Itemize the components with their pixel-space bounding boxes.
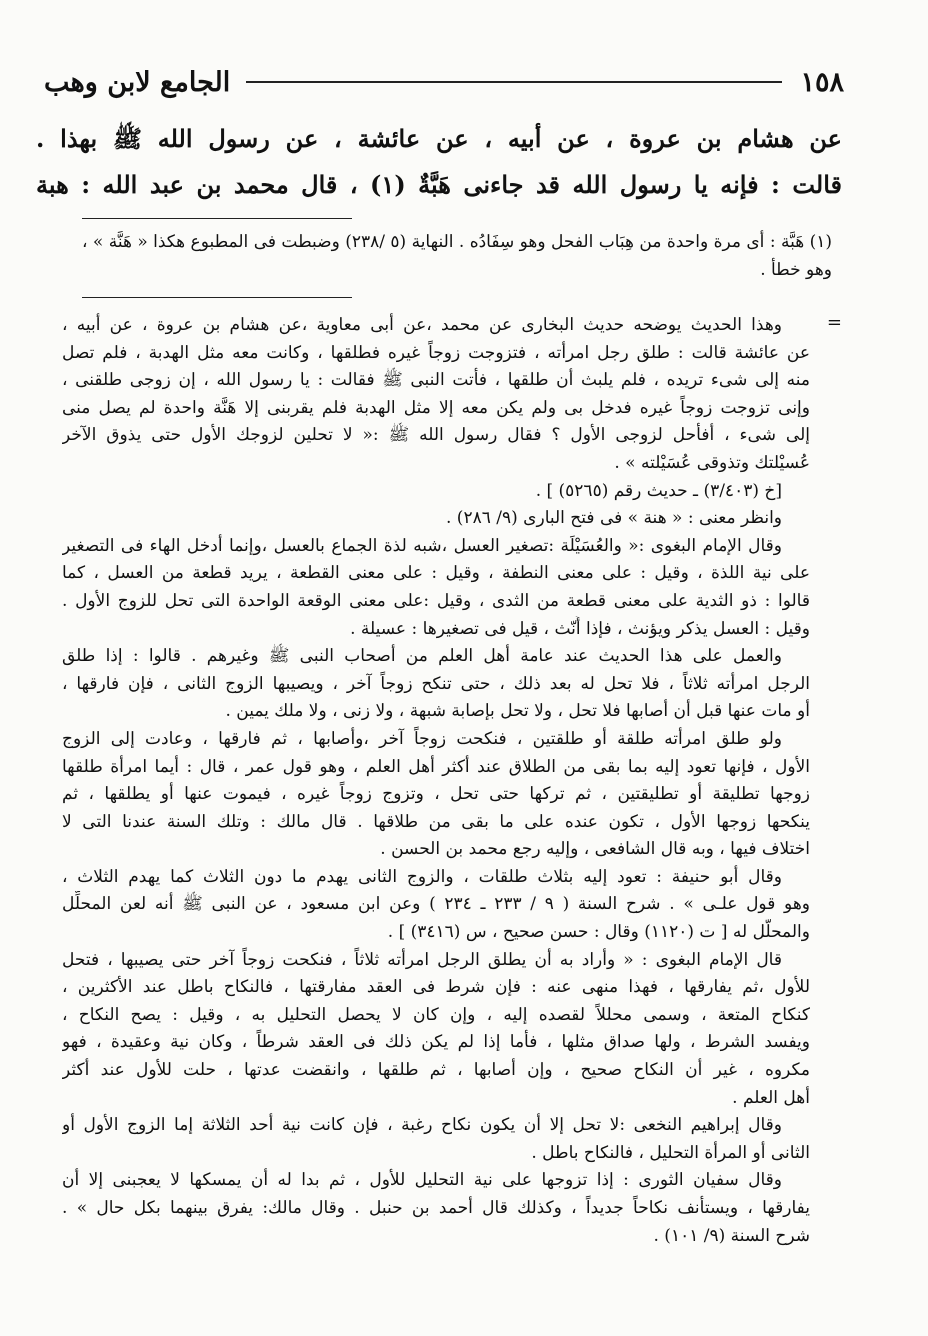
main-text-line: قالت : فإنه يا رسول الله قد جاءنى هَبَّةٌ (١) ، قال محمد بن عبد الله : هبة	[36, 170, 842, 199]
commentary-line: الأول ، فإنها تعود إليه بما بقى من الطلاق عند أكثر أهل العلم ، وهو قول عمر ، قال : أيما امرأة طلقها	[62, 756, 810, 777]
commentary-line: منه إلى شىء تريده ، فلم يلبث أن طلقها ، فأتت النبى ﷺ فقالت : يا رسول الله ، إن زوجى طلقنى ،	[62, 370, 810, 391]
commentary-line: وهو قول علـى » . شرح السنة ( ٩ / ٢٣٣ ـ ٢٣٤ ) وعن ابن مسعود ، عن النبى ﷺ أنه لعن المحلِّل	[62, 894, 810, 915]
commentary-line: وهذا الحديث يوضحه حديث البخارى عن محمد ،عن أبى معاوية ،عن هشام بن عروة ، عن أبيه ،	[62, 315, 782, 335]
main-text-line: عن هشام بن عروة ، عن أبيه ، عن عائشة ، عن رسول الله ﷺ بهذا .	[36, 124, 842, 153]
commentary	[62, 312, 810, 1250]
commentary-line: وقال أبو حنيفة : تعود إليه بثلاث طلقات ، والزوج الثانى يهدم ما دون الثلاث كما يهدم الثلاث ،	[62, 866, 782, 887]
header-rule	[246, 81, 782, 83]
commentary-line: وقال سفيان الثورى : إذا تزوجها على نية التحليل للأول ، ثم بدا له أن يمسكها لا يعجبنى إلا أن	[62, 1170, 782, 1191]
commentary-line: الرجل امرأته ثلاثاً ، فلا تحل له بعد ذلك ، حتى تنكح زوجاً آخر ، ويصيبها الزوج الثانى ، فإن فارقها ،	[62, 673, 810, 694]
book-title: الجامع لابن وهب	[44, 66, 231, 98]
continuation-mark: =	[826, 312, 842, 333]
commentary-line: للأول ،ثم يفارقها ، فهذا منهى عنه : فإن شرط فى العقد مفارقتها ، فالنكاح باطل عند الأكثرين ،	[62, 977, 810, 998]
commentary-line: زوجها تطليقة أو تطليقتين ، ثم تركها حتى تحل ، وتزوج زوجاً غيره ، فيموت عنها أو يطلقها ، ثم	[62, 784, 810, 805]
footnote	[82, 228, 832, 284]
commentary-line: ينكحها زوجها الأول ، تكون عنده على ما بقى من طلاقها . قال مالك : وتلك السنة عندنا التى لا	[62, 811, 810, 832]
commentary-line: على نية اللذة ، وقيل : على معنى النطفة ، وقيل : على معنى القطعة ، يريد قطعة من العسل ، كما	[62, 563, 810, 584]
commentary-line: وانظر معنى : « هنة » فى فتح البارى (٩/ ٢٨٦) .	[446, 508, 782, 529]
main-text	[36, 116, 842, 208]
footnote-separator-bottom	[82, 297, 352, 298]
commentary-line: وقيل : العسل يذكر ويؤنث ، فإذا أُنّث ، قيل فى تصغيرها : عسيلة .	[350, 618, 810, 639]
page-number: ١٥٨	[800, 66, 844, 98]
footnote-separator-top	[82, 218, 352, 219]
commentary-line: ويفسد الشرط ، ولها صداق مثلها ، فأما إذا لم يكن ذلك فى العقد شرطاً ، وكان نية وعقيدة ، فهو	[62, 1032, 810, 1053]
commentary-line: قالوا : ذو الثدية على معنى قطعة من الثدى ، وقيل :على معنى الوقعة الواحدة التى تحل للزوج الأول .	[62, 590, 810, 611]
commentary-line: وقال الإمام البغوى :« والعُسَيْلَة :تصغير العسل ،شبه لذة الجماع بالعسل ،وإنما أدخل الهاء فى التصغير	[62, 535, 782, 556]
commentary-line: أهل العلم .	[732, 1087, 810, 1108]
commentary-line: اختلاف فيها ، وبه قال الشافعى ، وإليه رجع محمد بن الحسن .	[380, 839, 810, 860]
commentary-line: مكروه ، غير أن النكاح صحيح ، وإن أصابها ، ثم طلقها ، وانقضت عدتها ، حلت للأول عند أكثر	[62, 1060, 810, 1081]
commentary-line: ولو طلق امرأته طلقة أو طلقتين ، فنكحت زوجاً آخر ،وأصابها ، ثم فارقها ، وعادت إلى الزوج	[62, 728, 782, 749]
commentary-line: عن عائشة قالت : طلق رجل امرأته ، فتزوجت زوجاً غيره فطلقها ، وكانت معه مثل الهدبة ، فلم تصل	[62, 342, 810, 363]
commentary-line: يفارقها ، ويستأنف نكاحاً جديداً ، وكذلك قال أحمد بن حنبل . وقال مالك: يفرق بينهما بكل حال » .	[62, 1198, 810, 1218]
commentary-line: شرح السنة (٩/ ١٠١) .	[653, 1225, 810, 1246]
commentary-line: كنكاح المتعة ، وسمى محللاً لقصده إليه ، وإن كان لا يحصل التحليل به ، وقيل : يصح النكاح ،	[62, 1004, 810, 1025]
commentary-line: وإنى تزوجت زوجاً غيره فدخل بى ولم يكن معه إلا مثل الهدبة فلم يقربنى إلا هَنَّة واحدة لم يصل منى	[62, 397, 810, 418]
commentary-line: قال الإمام البغوى : « وأراد به أن يطلق الرجل امرأته ثلاثاً ، فنكحت زوجاً آخر حتى يصيبها ، فتحل	[62, 949, 782, 970]
running-header	[44, 62, 844, 102]
commentary-line: وقال إبراهيم النخعى :لا تحل إلا أن يكون نكاح رغبة ، فإن كانت نية أحد الثلاثة إما الزوج الأول أو	[62, 1115, 782, 1136]
footnote-line: (١) هَبَّة : أى مرة واحدة من هِبَاب الفحل وهو سِفَادُه . النهاية (٥ /٢٣٨) وضبطت فى المطبوع هكذا « هَنَّة » ،	[82, 232, 832, 252]
commentary-line: [خ (٣/٤٠٣) ـ حديث رقم (٥٢٦٥) ] .	[535, 480, 782, 501]
commentary-line: والعمل على هذا الحديث عند عامة أهل العلم من أصحاب النبى ﷺ وغيرهم . قالوا : إذا طلق	[62, 646, 782, 667]
commentary-line: عُسيْلتك وتذوقى عُسَيْلته » .	[614, 452, 810, 473]
footnote-line: وهو خطأ .	[760, 260, 832, 280]
commentary-line: أو مات عنها قبل أن أصابها فلا تحل ، ولا تحل بإصابة شبهة ، ولا زنى ، ولا ملك يمين .	[225, 701, 810, 722]
commentary-line: الثانى أو المرأة التحليل ، فالنكاح باطل .	[531, 1142, 810, 1163]
commentary-line: والمحلَّل له [ ت (١١٢٠) وقال : حسن صحيح ، س (٣٤١٦) ] .	[387, 922, 810, 943]
commentary-line: إلى شىء ، أفأحل لزوجى الأول ؟ فقال رسول الله ﷺ :« لا تحلين لزوجك الأول حتى يذوق الآخر	[62, 425, 810, 446]
